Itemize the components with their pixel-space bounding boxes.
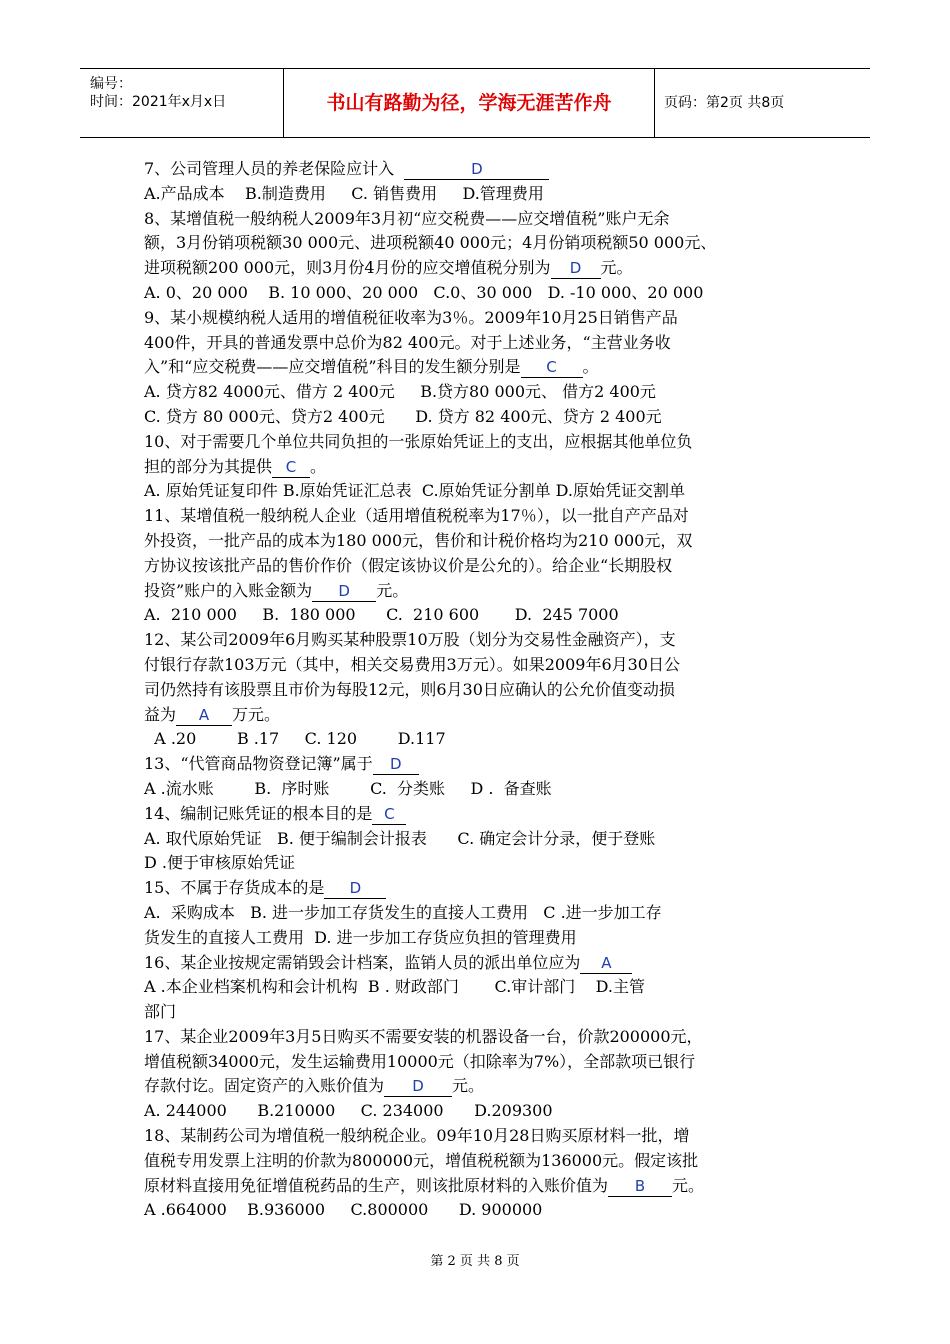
question-line: 部门 [144, 1002, 177, 1022]
question-line: A. 244000 B.210000 C. 234000 D.209300 [144, 1101, 553, 1121]
page-header [80, 68, 870, 138]
question-line: A .664000 B.936000 C.800000 D. 900000 [144, 1200, 543, 1220]
question-line: A. 采购成本 B. 进一步加工存货发生的直接人工费用 C .进一步加工存 [144, 902, 662, 922]
question-line-with-answer [144, 355, 814, 380]
answer-blank: D [324, 878, 386, 899]
header-motto: 书山有路勤为径，学海无涯苦作舟 [284, 69, 655, 137]
page-footer: 第 2 页 共 8 页 [430, 1254, 520, 1269]
answer-blank: D [404, 159, 549, 180]
answer-blank: D [384, 1076, 452, 1097]
answer-blank: C [272, 457, 310, 478]
question-text: 原材料直接用免征增值税药品的生产，则该批原材料的入账价值为 [144, 1175, 609, 1195]
question-item [144, 207, 814, 306]
question-line: A. 210 000 B. 180 000 C. 210 600 D. 245 7000 [144, 605, 619, 625]
question-text: 15、不属于存货成本的是 [144, 878, 325, 898]
question-text-suffix: 元。 [452, 1076, 485, 1096]
question-line: 额，3月份销项税额30 000元、进项税额40 000元；4月份销项税额50 000元、 [144, 233, 717, 253]
question-line-with-answer [144, 1074, 814, 1099]
question-text: 18、某制药公司为增值税一般纳税企业。09年10月28日购买原材料一批，增 [144, 1126, 690, 1146]
question-item [144, 752, 814, 802]
question-line-with-answer [144, 752, 814, 777]
question-item [144, 157, 814, 207]
question-text: 入”和“应交税费——应交增值税”科目的发生额分别是 [144, 357, 521, 377]
question-line: 外投资，一批产品的成本为180 000元，售价和计税价格均为210 000元，双 [144, 530, 693, 550]
question-line-with-answer [144, 802, 814, 827]
question-line-with-answer [144, 256, 814, 281]
question-line: A. 原始凭证复印件 B.原始凭证汇总表 C.原始凭证分割单 D.原始凭证交割单 [144, 481, 686, 501]
question-line: A. 贷方82 4000元、借方 2 400元 B.贷方80 000元、 借方2 400元 [144, 382, 656, 402]
answer-blank: D [551, 258, 601, 279]
header-meta [80, 69, 284, 137]
question-line: 付银行存款103万元（其中，相关交易费用3万元）。如果2009年6月30日公 [144, 654, 680, 674]
question-item [144, 951, 814, 1025]
question-text: 13、“代管商品物资登记簿”属于 [144, 754, 373, 774]
header-page-info: 页码：第2页 共8页 [664, 95, 785, 111]
question-text: 9、某小规模纳税人适用的增值税征收率为3％。2009年10月25日销售产品 [144, 307, 678, 327]
question-item [144, 504, 814, 628]
question-line: 货发生的直接人工费用 D. 进一步加工存货应负担的管理费用 [144, 927, 577, 947]
question-text: 17、某企业2009年3月5日购买不需要安装的机器设备一台，价款200000元， [144, 1026, 703, 1046]
question-text: 8、某增值税一般纳税人2009年3月初“应交税费——应交增值税”账户无余 [144, 208, 670, 228]
document-number-label: 编号： [90, 76, 132, 92]
question-line: A .20 B .17 C. 120 D.117 [144, 729, 446, 749]
question-line-with-answer [144, 703, 814, 728]
question-text: 进项税额200 000元，则3月份4月份的应交增值税分别为 [144, 258, 551, 278]
question-line: 司仍然持有该股票且市价为每股12元，则6月30日应确认的公允价值变动损 [144, 679, 675, 699]
question-text-suffix: 元。 [672, 1175, 705, 1195]
question-line: 值税专用发票上注明的价款为800000元，增值税税额为136000元。假定该批 [144, 1150, 699, 1170]
question-line: A. 0、20 000 B. 10 000、20 000 C.0、30 000 D. -10 000、20 000 [144, 282, 704, 302]
question-line: A .流水账 B. 序时账 C. 分类账 D . 备查账 [144, 778, 552, 798]
question-line: 方协议按该批产品的售价作价（假定该协议价是公允的）。给企业“长期股权 [144, 555, 673, 575]
question-line: D .便于审核原始凭证 [144, 853, 296, 873]
answer-blank: A [580, 953, 632, 974]
question-item [144, 628, 814, 752]
question-text: 担的部分为其提供 [144, 456, 273, 476]
question-item [144, 1025, 814, 1124]
question-text: 16、某企业按规定需销毁会计档案，监销人员的派出单位应为 [144, 952, 581, 972]
question-line-with-answer [144, 1174, 814, 1199]
question-text: 12、某公司2009年6月购买某种股票10万股（划分为交易性金融资产），支 [144, 630, 676, 650]
answer-blank: B [608, 1176, 672, 1197]
question-line-with-answer [144, 455, 814, 480]
question-text: 7、公司管理人员的养老保险应计入 [144, 159, 405, 178]
question-line-with-answer [144, 579, 814, 604]
question-line-with-answer [144, 157, 814, 182]
document-date: 时间：2021年x月x日 [90, 94, 227, 110]
question-line: A. 取代原始凭证 B. 便于编制会计报表 C. 确定会计分录，便于登账 [144, 828, 656, 848]
answer-blank: A [176, 705, 232, 726]
question-text-suffix: 元。 [600, 258, 633, 278]
question-text-suffix: 元。 [376, 580, 409, 600]
question-item [144, 1124, 814, 1223]
question-text: 存款付讫。固定资产的入账价值为 [144, 1076, 385, 1096]
question-text: 益为 [144, 704, 177, 724]
question-line-with-answer [144, 951, 814, 976]
question-line: 400件，开具的普通发票中总价为82 400元。对于上述业务，“主营业务收 [144, 332, 671, 352]
question-line: A.产品成本 B.制造费用 C. 销售费用 D.管理费用 [144, 183, 544, 203]
answer-blank: D [312, 581, 376, 602]
question-line-with-answer [144, 876, 814, 901]
question-line: C. 贷方 80 000元、贷方2 400元 D. 贷方 82 400元、贷方 2 400元 [144, 406, 662, 426]
question-line: A .本企业档案机构和会计机构 B . 财政部门 C.审计部门 D.主管 [144, 977, 645, 997]
question-item [144, 430, 814, 504]
question-item [144, 306, 814, 430]
question-line: 增值税额34000元，发生运输费用10000元（扣除率为7%），全部款项已银行 [144, 1051, 696, 1071]
question-text: 14、编制记账凭证的根本目的是 [144, 803, 373, 823]
question-text-suffix: 。 [310, 456, 327, 476]
question-text: 10、对于需要几个单位共同负担的一张原始凭证上的支出，应根据其他单位负 [144, 431, 693, 451]
answer-blank: D [373, 754, 419, 775]
question-item [144, 876, 814, 950]
question-text-suffix: 万元。 [232, 704, 281, 724]
question-list [144, 157, 814, 1223]
question-item [144, 802, 814, 876]
question-text: 投资”账户的入账金额为 [144, 580, 313, 600]
question-text-suffix: 。 [582, 357, 599, 377]
question-text: 11、某增值税一般纳税人企业（适用增值税税率为17％），以一批自产产品对 [144, 506, 689, 526]
answer-blank: C [372, 804, 406, 825]
answer-blank: C [521, 357, 583, 378]
